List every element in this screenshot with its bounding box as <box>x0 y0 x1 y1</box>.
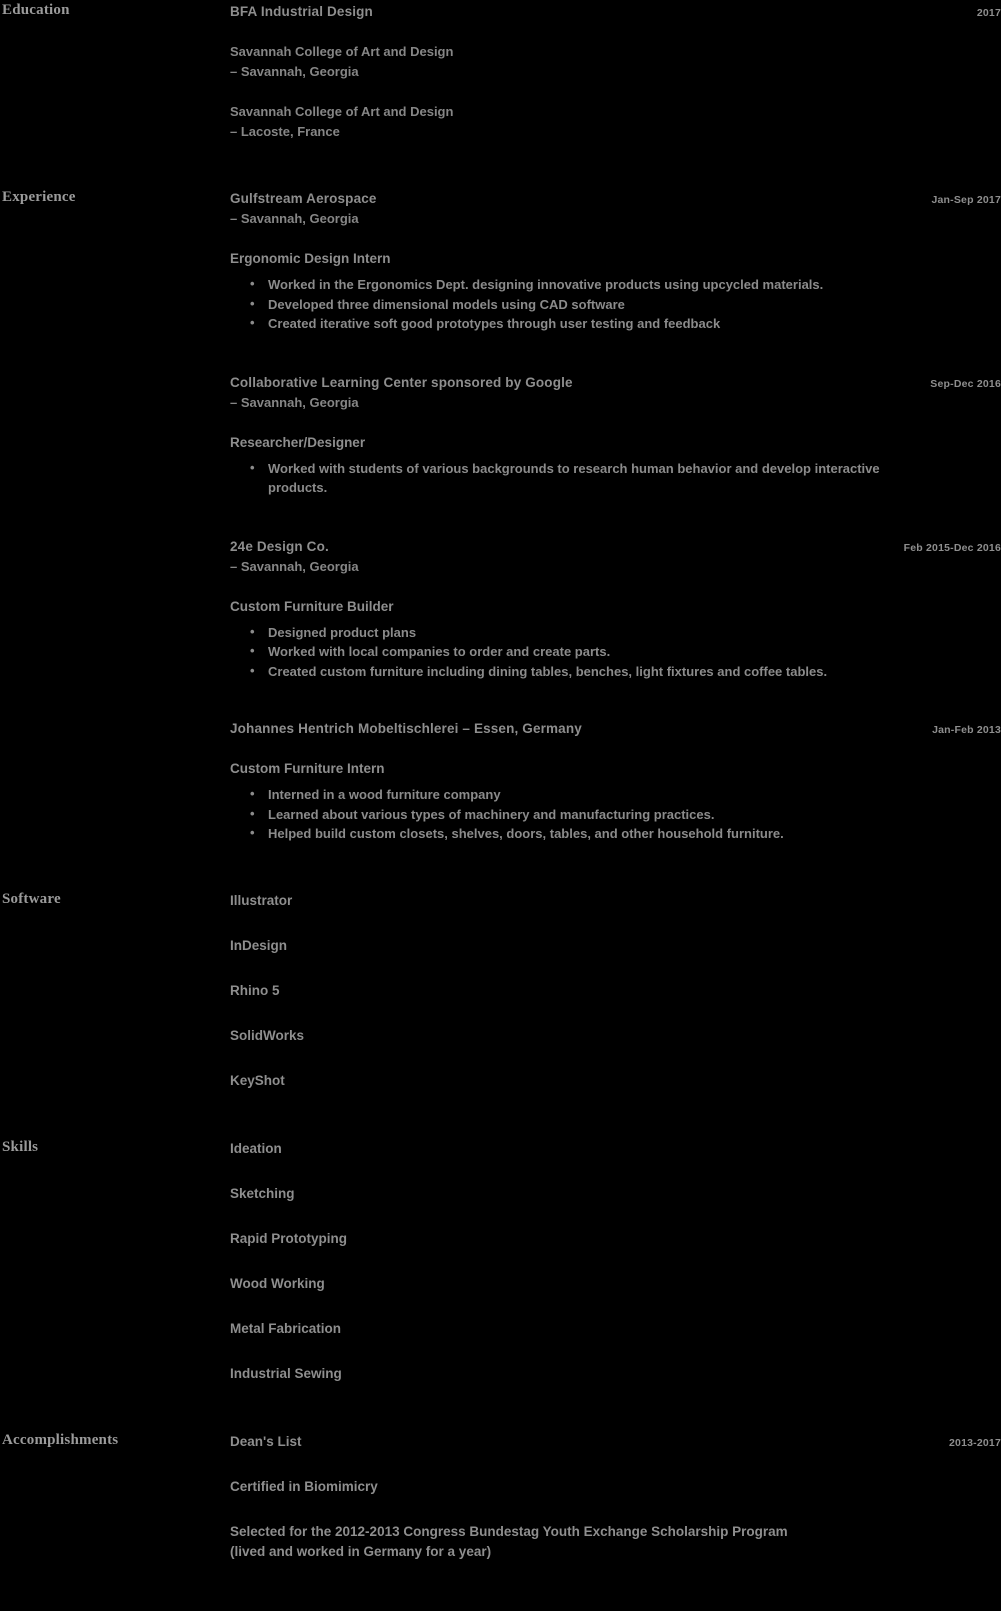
experience-location: – Savannah, Georgia <box>230 211 359 226</box>
education-date: 2017 <box>976 7 1001 19</box>
experience-date: Sep-Dec 2016 <box>930 377 1001 390</box>
list-item: • Created custom furniture including dining tables, benches, light fixtures and coffee tables. <box>250 662 888 682</box>
list-item: • Worked with students of various backgrounds to research human behavior and develop interactive products. <box>250 459 888 498</box>
experience-heading-row <box>230 719 1001 739</box>
list-item: • Learned about various types of machinery and manufacturing practices. <box>250 805 888 825</box>
list-item: • Interned in a wood furniture company <box>250 785 888 805</box>
section-skills <box>0 1139 1001 1409</box>
section-experience <box>0 189 1001 844</box>
experience-company: Gulfstream Aerospace <box>230 191 377 206</box>
experience-company: 24e Design Co. <box>230 538 329 554</box>
experience-bullets <box>230 459 1001 498</box>
section-label-education: Education <box>2 2 70 18</box>
list-item: Sketching <box>230 1185 295 1201</box>
experience-company: Collaborative Learning Center sponsored by Google <box>230 374 573 390</box>
experience-heading-row <box>230 537 1001 557</box>
list-item: Industrial Sewing <box>230 1365 342 1381</box>
experience-bullets <box>230 785 1001 844</box>
accomplishment-text: Dean's List <box>230 1433 302 1449</box>
experience-bullets <box>230 275 1001 334</box>
section-body-accomplishments <box>230 1432 1001 1562</box>
list-item: Wood Working <box>230 1275 325 1291</box>
list-item: Rhino 5 <box>230 982 280 998</box>
list-item: Metal Fabrication <box>230 1320 342 1336</box>
list-item: Ideation <box>230 1140 282 1156</box>
experience-location: – Savannah, Georgia <box>230 558 359 574</box>
list-item: SolidWorks <box>230 1027 305 1043</box>
education-heading-row <box>230 2 1001 22</box>
section-body-software <box>230 891 1001 1116</box>
experience-entry <box>230 537 1001 682</box>
education-entry <box>230 2 1001 142</box>
education-degree: BFA Industrial Design <box>230 4 373 19</box>
education-school-2: Savannah College of Art and Design <box>230 104 454 119</box>
list-item: Rapid Prototyping <box>230 1230 347 1246</box>
list-item: Illustrator <box>230 892 293 908</box>
education-location-1: – Savannah, Georgia <box>230 64 359 79</box>
experience-date: Feb 2015-Dec 2016 <box>903 541 1001 554</box>
list-item: • Worked with local companies to order and create parts. <box>250 642 888 662</box>
experience-role: Researcher/Designer <box>230 434 366 450</box>
accomplishment-note: (lived and worked in Germany for a year) <box>230 1543 492 1559</box>
section-label-accomplishments: Accomplishments <box>2 1431 119 1448</box>
experience-company: Johannes Hentrich Mobeltischlerei – Essen, Germany <box>230 721 582 736</box>
list-item: • Created iterative soft good prototypes through user testing and feedback <box>250 314 888 334</box>
education-school-1: Savannah College of Art and Design <box>230 44 454 59</box>
section-body-skills <box>230 1139 1001 1409</box>
experience-date: Jan-Feb 2013 <box>932 724 1001 736</box>
experience-location: – Savannah, Georgia <box>230 394 359 410</box>
section-label-software: Software <box>2 890 61 907</box>
section-education <box>0 0 1001 142</box>
experience-role: Custom Furniture Intern <box>230 761 385 776</box>
experience-heading-row <box>230 373 1001 393</box>
experience-heading-row <box>230 189 1001 209</box>
section-body-education <box>230 2 1001 142</box>
experience-role: Custom Furniture Builder <box>230 598 394 614</box>
accomplishment-text: Selected for the 2012-2013 Congress Bundestag Youth Exchange Scholarship Program <box>230 1523 788 1539</box>
list-item: • Helped build custom closets, shelves, doors, tables, and other household furniture. <box>250 824 888 844</box>
list-item: • Designed product plans <box>250 623 888 643</box>
list-item: InDesign <box>230 937 288 953</box>
experience-bullets <box>230 623 1001 682</box>
experience-entry <box>230 719 1001 844</box>
accomplishment-row <box>230 1432 1001 1452</box>
education-location-2: – Lacoste, France <box>230 124 340 139</box>
section-software <box>0 891 1001 1116</box>
experience-entry <box>230 373 1001 498</box>
experience-date: Jan-Sep 2017 <box>931 194 1001 206</box>
section-accomplishments <box>0 1432 1001 1562</box>
list-item: • Developed three dimensional models using CAD software <box>250 295 888 315</box>
list-item: KeyShot <box>230 1072 285 1088</box>
section-label-experience: Experience <box>2 189 76 205</box>
accomplishment-date: 2013-2017 <box>948 1436 1001 1449</box>
section-body-experience <box>230 189 1001 844</box>
experience-entry <box>230 189 1001 334</box>
experience-role: Ergonomic Design Intern <box>230 251 391 266</box>
section-label-skills: Skills <box>2 1138 39 1155</box>
accomplishment-text: Certified in Biomimicry <box>230 1478 378 1494</box>
list-item: • Worked in the Ergonomics Dept. designing innovative products using upcycled materials. <box>250 275 888 295</box>
